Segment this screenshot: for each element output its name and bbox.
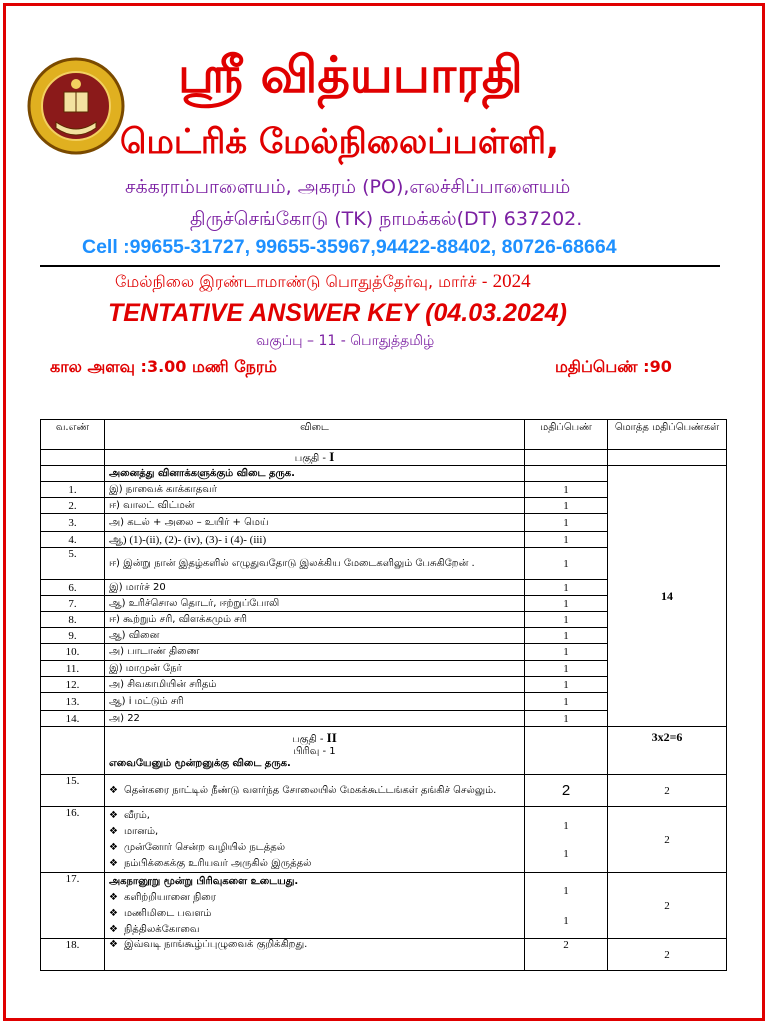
diamond-bullet-icon: ❖ [109, 809, 118, 821]
part1-heading-row [41, 450, 727, 466]
table-row: 1. இ) நாவைக் காக்காதவர் 1 [41, 482, 727, 498]
exam-year: 2024 [492, 271, 531, 292]
header-total: மொத்த மதிப்பெண்கள் [608, 420, 727, 450]
address-line-2: திருச்செங்கோடு (TK) நாமக்கல்(DT) 637202. [190, 208, 583, 230]
part1-instruction-row [41, 466, 727, 482]
table-row: 12. அ) சிவகாமியின் சரிதம் 1 [41, 677, 727, 693]
table-row: 14. அ) 22 1 [41, 711, 727, 727]
diamond-bullet-icon: ❖ [109, 923, 118, 935]
exam-title [115, 271, 531, 293]
table-row: 4. ஆ) (1)-(ii), (2)- (iv), (3)- i (4)- (iii) 1 [41, 532, 727, 548]
table-header-row [41, 420, 727, 450]
header-divider [40, 265, 720, 267]
table-row: 3. அ) கடல் + அலை – உயிர் + மெய் 1 [41, 514, 727, 532]
school-name: ஸ்ரீ வித்யபாரதி [178, 46, 523, 104]
answer-key-table [40, 419, 727, 971]
table-row: 5. ஈ) இன்று நான் இதழ்களில் எழுதுவதோடு இலக்கிய மேடைகளிலும் பேசுகிறேன் . 1 [41, 548, 727, 580]
exam-name: மேல்நிலை இரண்டாமாண்டு பொதுத்தேர்வு, மார்ச் - [115, 272, 488, 291]
table-row: 11. இ) மாமுன் நேர் 1 [41, 661, 727, 677]
table-row: 15. ❖ தென்கரை நாட்டில் நீண்டு வளர்ந்த சோலையில் மேகக்கூட்டங்கள் தங்கிச் செல்லும். 2 2 [41, 775, 727, 807]
school-logo-emblem [26, 56, 126, 156]
part2-total: 3x2=6 [608, 727, 727, 775]
address-line-1: சக்கராம்பாளையம், அகரம் (PO),எலச்சிப்பாளையம் [125, 176, 571, 198]
table-row: 9. ஆ) வினை 1 [41, 628, 727, 644]
school-type: மெட்ரிக் மேல்நிலைப்பள்ளி, [120, 122, 559, 162]
table-row: 17. அகநானூறு மூன்று பிரிவுகளை உடையது. ❖ களிற்றியானை நிரை ❖ மணிமிடை பவளம் ❖ நித்திலக்கோவை 1 1 2 [41, 873, 727, 939]
diamond-bullet-icon: ❖ [109, 939, 118, 950]
part2-instruction: எவையேனும் மூன்றனுக்கு விடை தருக. [109, 757, 291, 769]
table-row: 2. ஈ) வாலட் விட்மன் 1 [41, 498, 727, 514]
contact-numbers: Cell :99655-31727, 99655-35967,94422-88402, 80726-68664 [82, 236, 617, 258]
part2-sub-heading: பிரிவு - 1 [293, 745, 336, 757]
part2-heading: பகுதி - II பிரிவு - 1 எவையேனும் மூன்றனுக்கு விடை தருக. [105, 727, 525, 775]
table-row: 16. ❖ வீரம், ❖ மானம், ❖ முன்னோர் சென்ற வழியில் நடத்தல் ❖ நம்பிக்கைக்கு உரியவர் அருகில் இருத்தல் 1 1 2 [41, 807, 727, 873]
table-row: 6. இ) மார்ச் 20 1 [41, 580, 727, 596]
answer-key-title: TENTATIVE ANSWER KEY (04.03.2024) [108, 299, 567, 327]
header-mark: மதிப்பெண் [525, 420, 608, 450]
part1-total: 14 [608, 466, 727, 727]
diamond-bullet-icon: ❖ [109, 784, 118, 796]
part2-heading-row [41, 727, 727, 775]
exam-duration: கால அளவு :3.00 மணி நேரம் [50, 357, 277, 376]
header-answer: விடை [105, 420, 525, 450]
part1-instruction: அனைத்து வினாக்களுக்கும் விடை தருக. [105, 466, 525, 482]
table-row: 8. ஈ) கூற்றும் சரி, விளக்கமும் சரி 1 [41, 612, 727, 628]
table-row: 18. ❖ இவ்வடி நாங்கூழ்ப்புழுவைக் குறிக்கிறது. 2 2 [41, 939, 727, 971]
class-subject: வகுப்பு – 11 - பொதுத்தமிழ் [256, 333, 435, 349]
table-row: 7. ஆ) உரிச்சொல தொடர், ஈற்றுப்போலி 1 [41, 596, 727, 612]
table-row: 10. அ) பாடாண் திணை 1 [41, 644, 727, 661]
diamond-bullet-icon: ❖ [109, 891, 118, 903]
max-marks: மதிப்பெண் :90 [555, 357, 672, 376]
diamond-bullet-icon: ❖ [109, 857, 118, 869]
diamond-bullet-icon: ❖ [109, 825, 118, 837]
diamond-bullet-icon: ❖ [109, 907, 118, 919]
table-row: 13. ஆ) i மட்டும் சரி 1 [41, 693, 727, 711]
header-serial: வ.எண் [41, 420, 105, 450]
part1-heading: பகுதி - I [105, 450, 525, 466]
diamond-bullet-icon: ❖ [109, 841, 118, 853]
